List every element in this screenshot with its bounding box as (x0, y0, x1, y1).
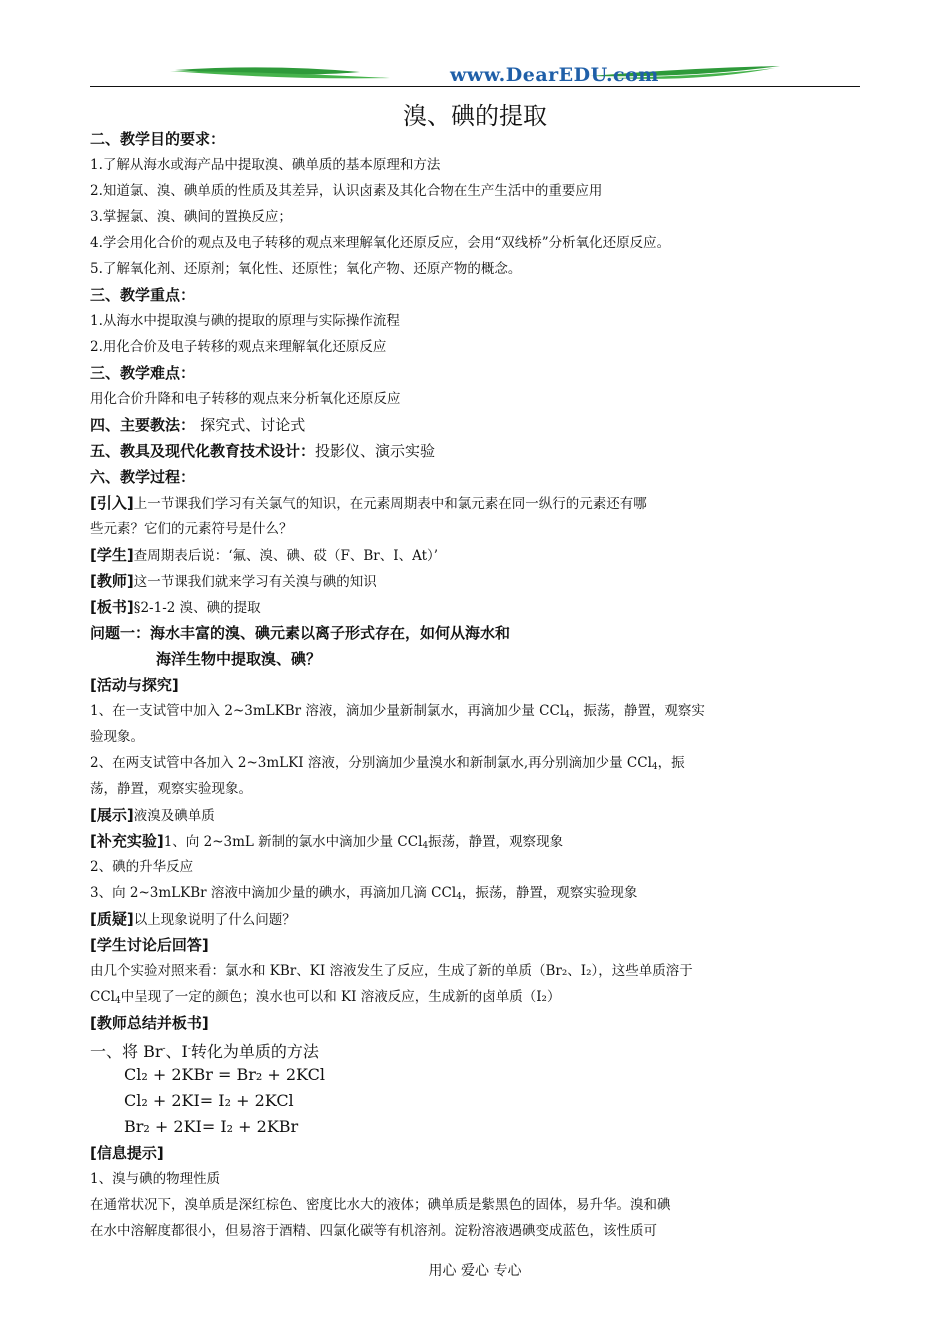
activity-item-1-cont: 验现象。 (90, 729, 144, 745)
method-line (90, 412, 700, 438)
intro-tag: [引入] (90, 494, 134, 512)
page-header (90, 62, 860, 92)
goals-heading: 二、教学目的要求： (90, 130, 226, 148)
key-item: 2.用化合价及电子转移的观点来理解氧化还原反应 (90, 339, 387, 355)
activity-text: 1、在一支试管中加入 2~3mLKBr 溶液，滴加少量新制氯水，再滴加少量 CCl (90, 703, 565, 719)
tools-value: 投影仪、演示实验 (315, 442, 436, 460)
activity-item-1 (90, 698, 705, 724)
activity-text: ，振 (657, 755, 685, 771)
discussion-text: CCl (90, 989, 115, 1005)
teacher-line (90, 568, 700, 594)
discussion-text-cont (90, 984, 700, 1010)
superscript: - (162, 1044, 166, 1054)
header-rule (90, 86, 860, 87)
teacher-tag: [教师] (90, 572, 134, 590)
board-text: §2-1-2 溴、碘的提取 (133, 600, 261, 616)
method-heading: 四、主要教法： (90, 416, 196, 434)
activity-text: 2、在两支试管中各加入 2~3mLKI 溶液，分别滴加少量溴水和新制氯水,再分别滴加少量 CCl (90, 755, 652, 771)
info-tag: [信息提示] (90, 1144, 164, 1162)
supplement-text: 振荡，静置，观察现象 (428, 834, 564, 850)
student-tag: [学生] (90, 546, 134, 564)
subscript: 4 (456, 892, 462, 902)
show-text: 液溴及碘单质 (133, 808, 215, 824)
discussion-tag: [学生讨论后回答] (90, 936, 209, 954)
subscript: 4 (564, 710, 570, 720)
equation-2: Cl₂ + 2KI= I₂ + 2KCl (124, 1091, 294, 1110)
method-value: 探究式、讨论式 (200, 416, 306, 434)
intro-text-cont: 些元素？它们的元素符号是什么？ (90, 521, 293, 537)
supplement-item-2: 2、碘的升华反应 (90, 859, 194, 875)
student-text: 查周期表后说：‘氟、溴、碘、砹（F、Br、I、At）’ (133, 548, 439, 564)
document-title: 溴、碘的提取 (403, 102, 547, 130)
supplement-line (90, 828, 700, 854)
intro-text: 上一节课我们学习有关氯气的知识，在元素周期表中和氯元素在同一纵行的元素还有哪 (133, 496, 647, 512)
activity-item-2 (90, 750, 700, 776)
question-one-cont: 海洋生物中提取溴、碘？ (156, 650, 322, 668)
supplement-text: 1、向 2~3mL 新制的氯水中滴加少量 CCl (163, 834, 423, 850)
board-tag: [板书] (90, 598, 134, 616)
summary-tag: [教师总结并板书] (90, 1014, 209, 1032)
conversion-text: 一、将 Br (90, 1042, 163, 1061)
supplement-text: ，振荡，静置，观察实验现象 (461, 885, 638, 901)
doubt-line (90, 906, 700, 932)
supplement-item-3 (90, 880, 700, 906)
key-item: 1.从海水中提取溴与碘的提取的原理与实际操作流程 (90, 313, 400, 329)
site-logo-text: www.DearEDU.com (450, 64, 659, 86)
superscript: - (187, 1044, 191, 1054)
activity-item-2-cont: 荡，静置，观察实验现象。 (90, 781, 252, 797)
question-one: 问题一：海水丰富的溴、碘元素以离子形式存在，如何从海水和 (90, 624, 511, 642)
supplement-tag: [补充实验] (90, 832, 164, 850)
goal-item: 1.了解从海水或海产品中提取溴、碘单质的基本原理和方法 (90, 157, 441, 173)
tools-line (90, 438, 700, 464)
student-line (90, 542, 700, 568)
equation-3: Br₂ + 2KI= I₂ + 2KBr (124, 1117, 299, 1136)
document-body (90, 126, 705, 1244)
key-heading: 三、教学重点： (90, 286, 196, 304)
equation-1: Cl₂ + 2KBr = Br₂ + 2KCl (124, 1065, 325, 1084)
doubt-tag: [质疑] (90, 910, 134, 928)
board-line (90, 594, 700, 620)
subscript: 4 (114, 996, 121, 1006)
teacher-text: 这一节课我们就来学习有关溴与碘的知识 (133, 574, 377, 590)
activity-tag: [活动与探究] (90, 676, 179, 694)
activity-text: ，振荡，静置，观察实 (569, 703, 705, 719)
info-text-cont: 在水中溶解度都很小，但易溶于酒精、四氯化碳等有机溶剂。淀粉溶液遇碘变成蓝色，该性质可 (90, 1223, 657, 1239)
page-footer: 用心 爱心 专心 (428, 1263, 522, 1279)
show-line (90, 802, 700, 828)
subscript: 4 (651, 762, 658, 772)
conversion-heading (90, 1036, 700, 1062)
info-text: 在通常状况下，溴单质是深红棕色、密度比水大的液体；碘单质是紫黑色的固体，易升华。溴和碘 (90, 1197, 671, 1213)
show-tag: [展示] (90, 806, 134, 824)
doubt-text: 以上现象说明了什么问题？ (133, 912, 296, 928)
subscript: 4 (422, 841, 429, 851)
intro-line (90, 490, 700, 516)
process-heading: 六、教学过程： (90, 468, 196, 486)
supplement-text: 3、向 2~3mLKBr 溶液中滴加少量的碘水，再滴加几滴 CCl (90, 885, 457, 901)
goal-item: 3.掌握氯、溴、碘间的置换反应； (90, 209, 292, 225)
conversion-text: 、I (165, 1042, 188, 1061)
info-item-1: 1、溴与碘的物理性质 (90, 1171, 221, 1187)
goal-item: 4.学会用化合价的观点及电子转移的观点来理解氧化还原反应，会用“双线桥”分析氧化还原反应。 (90, 235, 671, 251)
difficulty-heading: 三、教学难点： (90, 364, 196, 382)
tools-heading: 五、教具及现代化教育技术设计： (90, 442, 316, 460)
goal-item: 2.知道氯、溴、碘单质的性质及其差异，认识卤素及其化合物在生产生活中的重要应用 (90, 183, 603, 199)
conversion-text: 转化为单质的方法 (190, 1042, 319, 1061)
discussion-text: 中呈现了一定的颜色；溴水也可以和 KI 溶液反应，生成新的卤单质（I₂） (120, 989, 561, 1005)
discussion-text: 由几个实验对照来看：氯水和 KBr、KI 溶液发生了反应，生成了新的单质（Br₂、I₂），这些单质溶于 (90, 963, 693, 979)
difficulty-text: 用化合价升降和电子转移的观点来分析氧化还原反应 (90, 391, 401, 407)
goal-item: 5.了解氧化剂、还原剂；氧化性、还原性；氧化产物、还原产物的概念。 (90, 261, 522, 277)
